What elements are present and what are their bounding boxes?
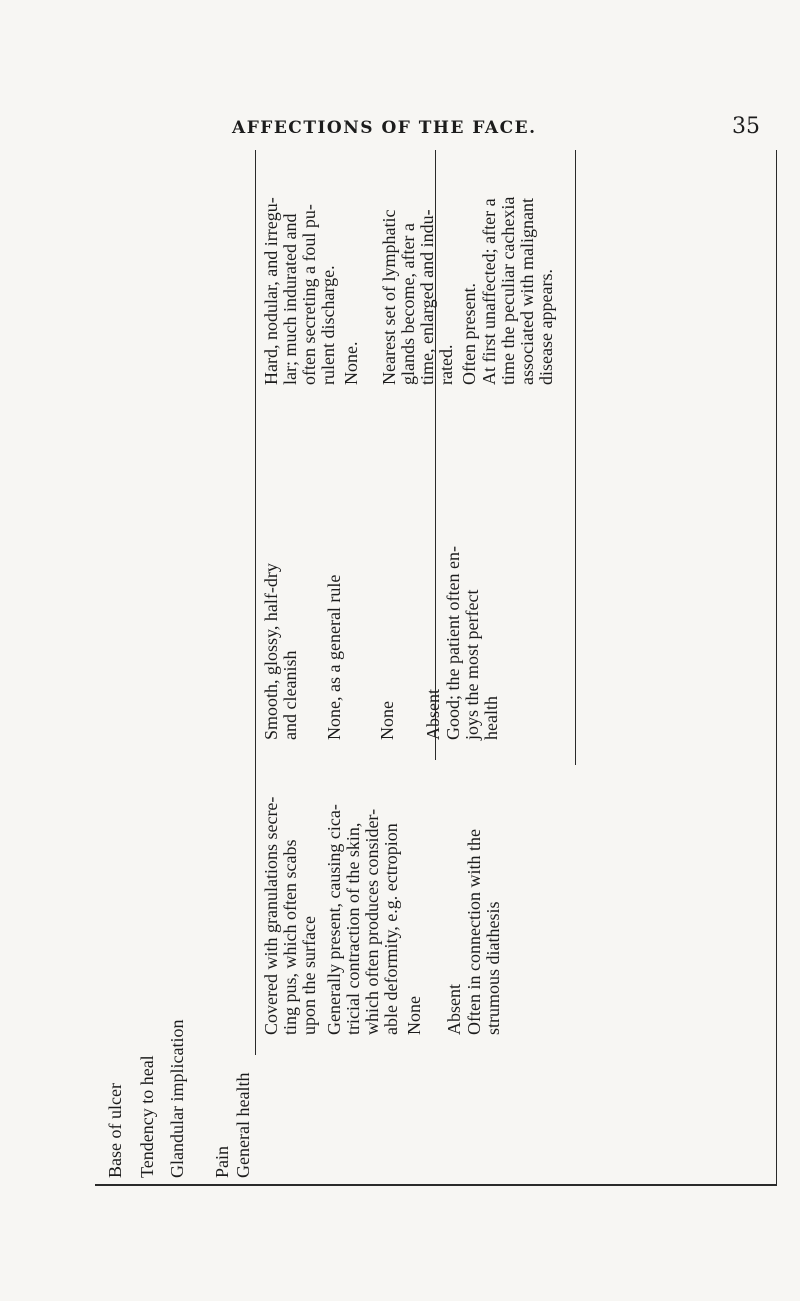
a-tend-3: which often produces consider-	[362, 808, 382, 1035]
b-base-2: and cleanish	[280, 650, 300, 740]
a-gland: None	[404, 996, 424, 1035]
c-tend: None.	[341, 341, 361, 385]
a-tend-4: able deformity, e.g. ectropion	[381, 823, 401, 1035]
running-head: AFFECTIONS OF THE FACE.	[232, 118, 537, 138]
a-pain: Absent	[444, 984, 464, 1035]
label-tendency: Tendency to heal	[137, 1055, 157, 1178]
a-general-1: Often in connection with the	[464, 829, 484, 1035]
a-tend-2: tricial contraction of the skin,	[343, 822, 363, 1035]
label-general: General health	[233, 1072, 253, 1178]
a-base-2: ting pus, which often scabs	[280, 839, 300, 1035]
b-general-2: joys the most perfect	[462, 589, 482, 740]
b-general-3: health	[481, 696, 501, 740]
c-gland-1: Nearest set of lymphatic	[379, 209, 399, 385]
column-b	[261, 546, 501, 741]
table-right-border	[776, 150, 778, 1185]
b-pain: Absent	[423, 689, 443, 740]
label-glandular: Glandular implication	[167, 1019, 187, 1178]
c-base-1: Hard, nodular, and irregu-	[261, 197, 281, 385]
label-base: Base of ulcer	[105, 1083, 125, 1178]
a-base-1: Covered with granulations secre-	[261, 796, 281, 1035]
a-base-3: upon the surface	[299, 916, 319, 1035]
c-general-4: disease appears.	[536, 269, 556, 385]
page-header	[0, 114, 800, 144]
b-gland: None	[377, 701, 397, 740]
b-general-1: Good; the patient often en-	[443, 546, 463, 740]
label-pain: Pain	[212, 1145, 232, 1178]
c-general-2: time the peculiar cachexia	[498, 196, 518, 385]
c-general-3: associated with malignant	[517, 198, 537, 385]
c-gland-4: rated.	[436, 344, 456, 385]
rotated-table-svg	[95, 150, 775, 1190]
row-labels	[105, 1020, 253, 1178]
c-gland-2: glands become, after a	[398, 223, 418, 385]
a-general-2: strumous diathesis	[483, 901, 503, 1035]
column-c	[261, 197, 556, 385]
comparison-table	[95, 150, 775, 1200]
c-base-4: rulent discharge.	[318, 265, 338, 385]
b-base-1: Smooth, glossy, half-dry	[261, 563, 281, 740]
c-pain: Often present.	[459, 283, 479, 385]
a-tend-1: Generally present, causing cica-	[324, 804, 344, 1035]
b-tend: None, as a general rule	[324, 574, 344, 740]
c-base-3: often secreting a foul pu-	[299, 204, 319, 385]
c-base-2: lar; much indurated and	[280, 213, 300, 385]
column-a	[261, 797, 503, 1035]
c-general-1: At first unaffected; after a	[479, 198, 499, 385]
page-number: 35	[732, 114, 760, 139]
c-gland-3: time, enlarged and indu-	[417, 209, 437, 385]
